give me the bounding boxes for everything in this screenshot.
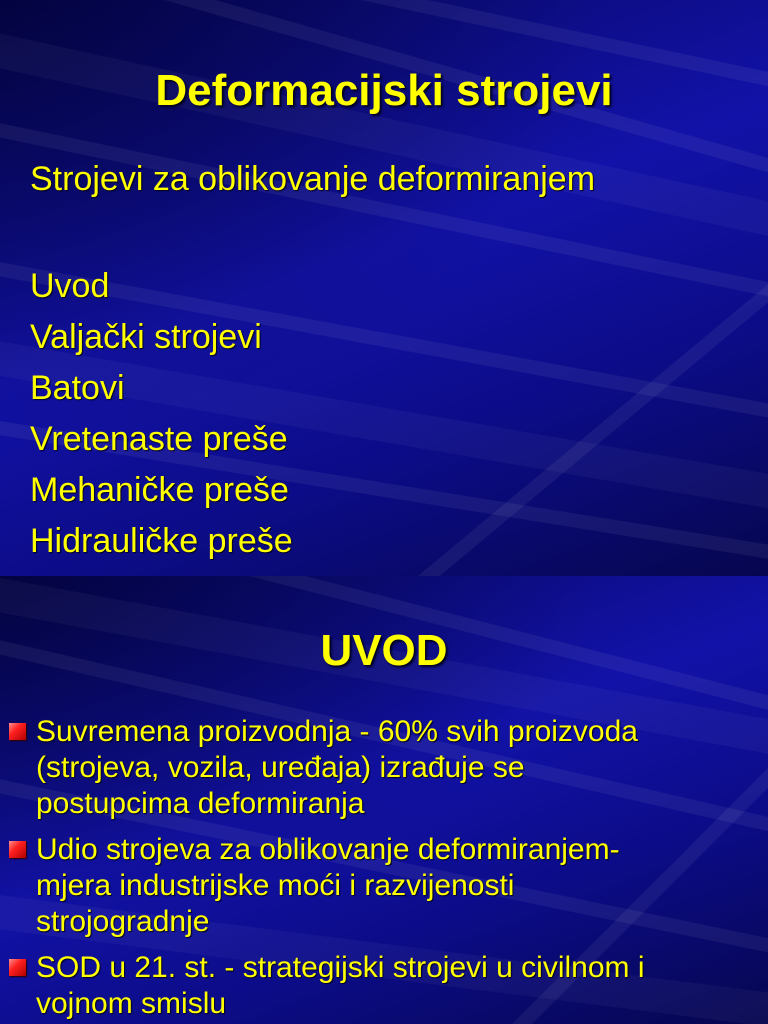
bullet-line: Suvremena proizvodnja - 60% svih proizvoda (36, 715, 638, 748)
slide-subtitle: Strojevi za oblikovanje deformiranjem (30, 160, 596, 198)
topic-item: Mehaničke preše (30, 471, 289, 509)
bullet-line: mjera industrijske moći i razvijenosti (36, 869, 515, 902)
topic-item: Valjački strojevi (30, 318, 262, 356)
bullet-list (0, 714, 768, 1024)
bullet-line: Udio strojeva za oblikovanje deformiranjem- (36, 833, 620, 866)
slide-2 (0, 576, 768, 1024)
slide-title: Deformacijski strojevi (155, 66, 613, 115)
slide-title: UVOD (320, 626, 448, 675)
bullet-line: SOD u 21. st. - strategijski strojevi u civilnom i (36, 951, 645, 984)
bullet-square-icon (9, 841, 26, 858)
topic-list (30, 261, 293, 567)
bullet-item (0, 950, 768, 1022)
bullet-square-icon (9, 959, 26, 976)
topic-item: Vretenaste preše (30, 420, 288, 458)
bullet-line: postupcima deformiranja (36, 787, 365, 820)
bullet-square-icon (9, 723, 26, 740)
topic-item: Hidrauličke preše (30, 522, 293, 560)
bullet-item (0, 714, 768, 822)
topic-item: Batovi (30, 369, 125, 407)
bullet-line: vojnom smislu (36, 987, 227, 1020)
bullet-item (0, 832, 768, 940)
bullet-line: strojogradnje (36, 905, 210, 938)
bullet-line: (strojeva, vozila, uređaja) izrađuje se (36, 751, 525, 784)
topic-item: Uvod (30, 267, 110, 305)
